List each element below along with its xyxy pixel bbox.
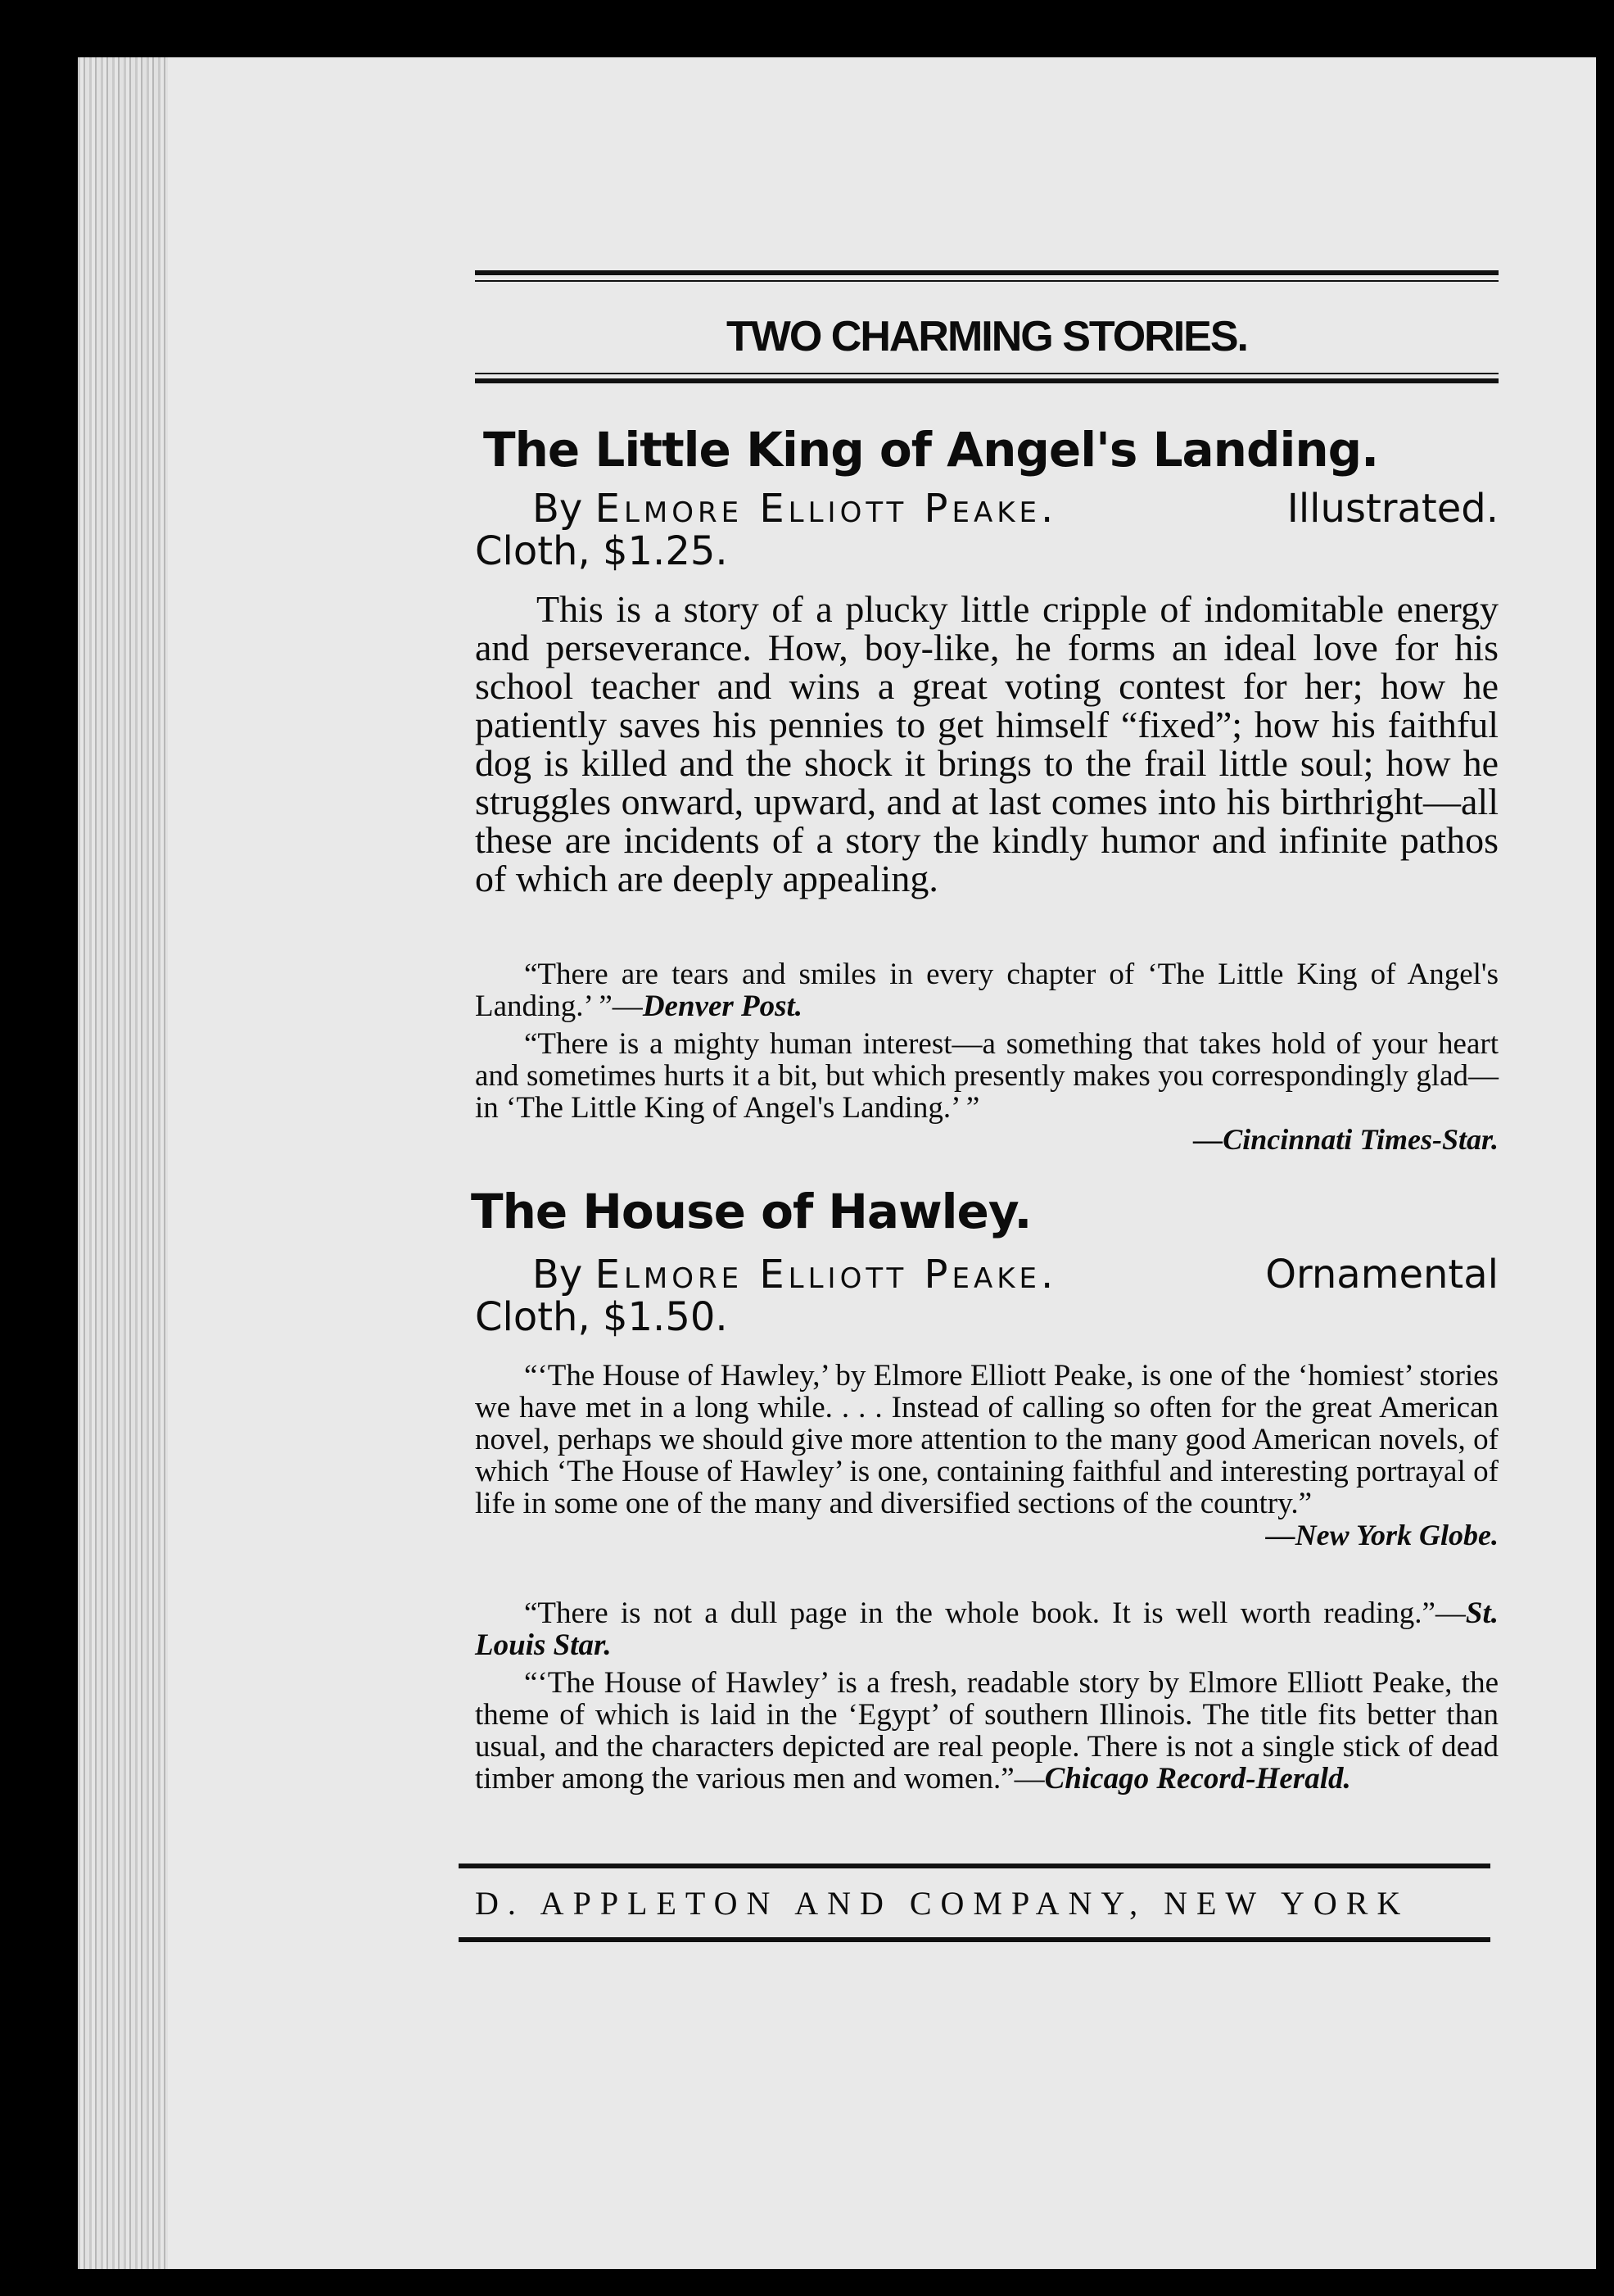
review-source: Chicago Record-Herald.	[1044, 1762, 1351, 1796]
edition-label: Illustrated.	[1286, 486, 1499, 532]
description-little-king: This is a story of a plucky little cripple of indomitable energy and perseverance. How, boy-like, he forms an ideal love for his school teacher and wins a great voting contest for her; how he patiently saves his pennies to get himself “fixed”; how his faithful dog is killed and the shock it brings to the frail little soul; how he struggles onward, upward, and at last comes into his birthright—all these are incidents of a story the kindly humor and infinite pathos of which are deeply appealing.	[475, 588, 1499, 899]
review-source: St. Louis Star.	[475, 1596, 1499, 1662]
byline-little-king	[475, 487, 1499, 573]
scan-border	[1596, 0, 1614, 2296]
publisher-imprint: D. APPLETON AND COMPANY, NEW YORK	[475, 1885, 1410, 1922]
book-title-little-king: The Little King of Angel's Landing.	[483, 422, 1379, 478]
review-source: —New York Globe.	[1265, 1519, 1499, 1551]
author-name: Elmore Elliott Peake.	[595, 1252, 1058, 1297]
by-label: By	[532, 486, 583, 532]
publisher-bottom-rule	[459, 1937, 1490, 1942]
page-stack-edge	[78, 57, 168, 2269]
heading-double-rule	[475, 373, 1499, 383]
review-new-york-globe: “‘The House of Hawley,’ by Elmore Elliott Peake, is one of the ‘homiest’ stories we have met in a long while. . . . Instead of calling so often for the great American novel, perhaps we should give more attention to the many good American novels, of which ‘The House of Hawley’ is one, containing faithful and interesting portrayal of life in some one of the many and diversified sections of the country.” —New York Globe.	[475, 1359, 1499, 1551]
review-source: —Cincinnati Times-Star.	[1193, 1123, 1499, 1156]
author-name: Elmore Elliott Peake.	[595, 486, 1058, 532]
review-chicago-record-herald: “‘The House of Hawley’ is a fresh, readable story by Elmore Elliott Peake, the theme of which is laid in the ‘Egypt’ of southern Illinois. The title fits better than usual, and the characters depicted are real people. There is not a single stick of dead timber among the various men and women.”—Chicago Record-Herald.	[475, 1666, 1499, 1796]
by-label: By	[532, 1252, 583, 1297]
section-heading: TWO CHARMING STORIES.	[726, 313, 1247, 360]
review-denver-post: “There are tears and smiles in every chapter of ‘The Little King of Angel's Landing.’ ”—Denver Post.	[475, 958, 1499, 1023]
byline-house-of-hawley	[475, 1253, 1499, 1338]
book-title-house-of-hawley: The House of Hawley.	[471, 1184, 1032, 1239]
publisher-top-rule	[459, 1864, 1490, 1868]
price-label: Cloth, $1.25.	[475, 528, 728, 574]
review-cincinnati: “There is a mighty human interest—a something that takes hold of your heart and sometimes hurts it a bit, but which presently makes you correspondingly glad—in ‘The Little King of Angel's Landing.’ ” —Cincinnati Times-Star.	[475, 1027, 1499, 1156]
edition-label: Ornamental	[1265, 1252, 1499, 1297]
review-source: Denver Post.	[642, 989, 803, 1023]
review-st-louis-star: “There is not a dull page in the whole book. It is well worth reading.”—St. Louis Star.	[475, 1596, 1499, 1662]
top-double-rule	[475, 270, 1499, 282]
price-label: Cloth, $1.50.	[475, 1294, 728, 1340]
